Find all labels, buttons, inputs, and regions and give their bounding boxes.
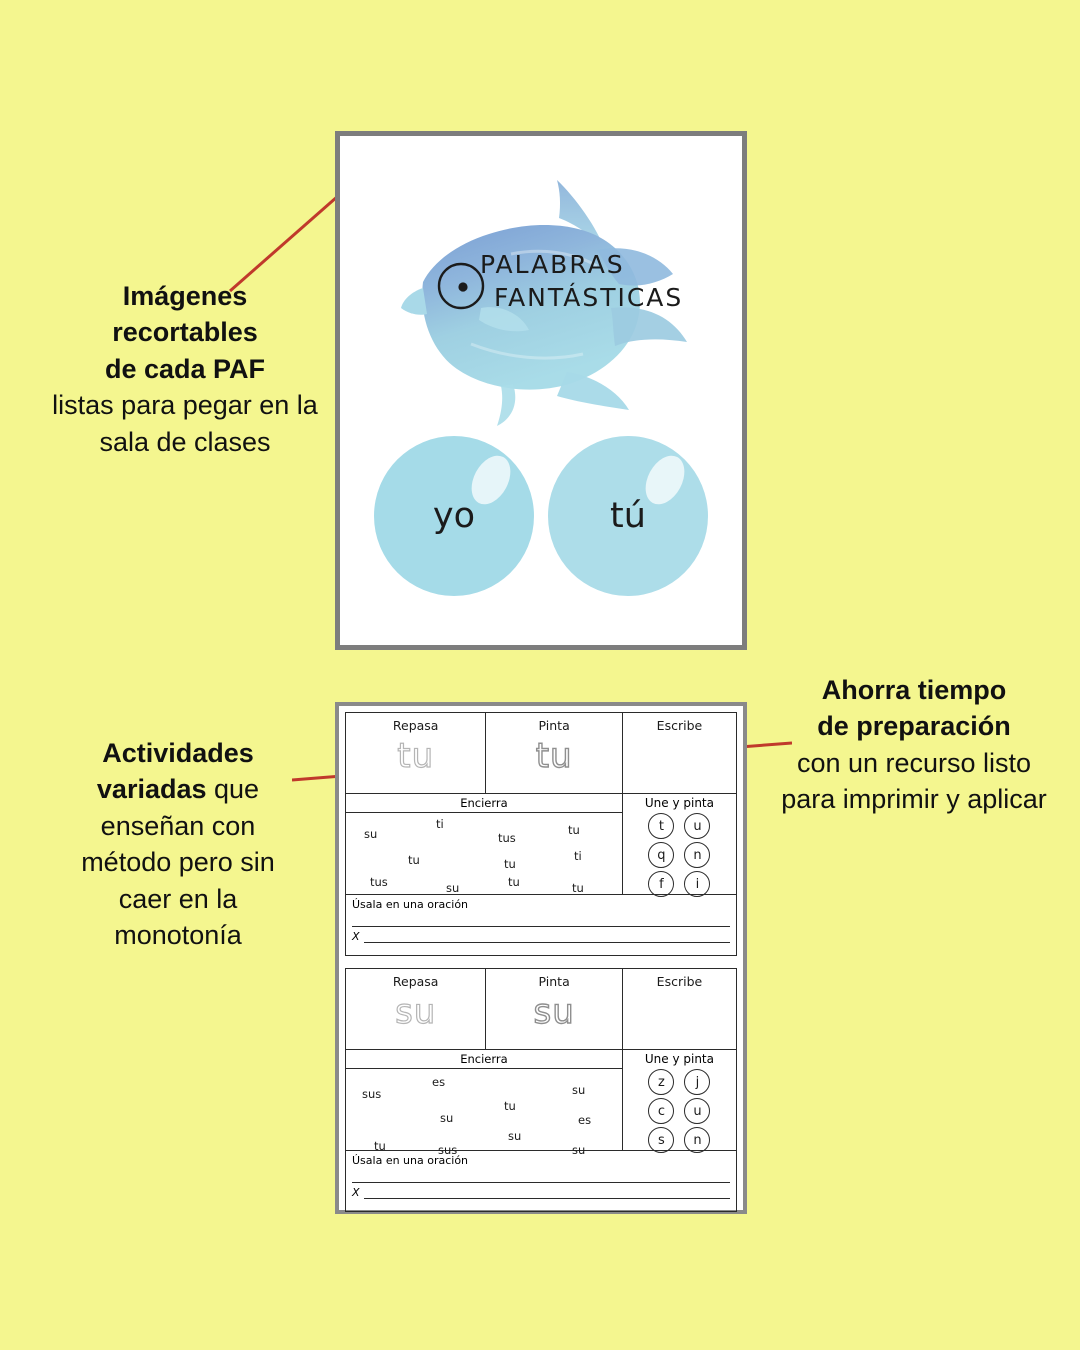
worksheet-row-sentence	[346, 1151, 736, 1211]
letter-circle: i	[684, 871, 710, 897]
worksheet-encierra-label: Encierra	[346, 1050, 622, 1069]
worksheet-writing-line	[352, 1168, 730, 1183]
worksheet-paint-word: tu	[535, 736, 573, 776]
worksheet-heading-repasa: Repasa	[392, 974, 439, 989]
worksheet-trace-word: tu	[397, 736, 435, 776]
annotation-images-bold-3: de cada PAF	[104, 353, 266, 384]
encierra-word: sus	[438, 1143, 458, 1157]
worksheet-card	[335, 702, 747, 1214]
letter-circle: s	[648, 1127, 674, 1153]
worksheet-heading-pinta: Pinta	[538, 718, 570, 733]
poster-title-line1: PALABRAS	[480, 250, 625, 279]
worksheet-une-block	[623, 1050, 736, 1150]
worksheet-encierra-block	[346, 794, 623, 894]
poster-card	[335, 131, 747, 650]
worksheet-encierra-grid	[346, 1069, 622, 1157]
bubble-tu-label: tú	[610, 496, 646, 536]
poster-title-line2: FANTÁSTICAS	[494, 283, 684, 312]
worksheet-paint-word: su	[533, 992, 575, 1032]
letter-circle: f	[648, 871, 674, 897]
letter-circle: t	[648, 813, 674, 839]
worksheet-row-encierra	[346, 794, 736, 895]
worksheet-row-practice	[346, 969, 736, 1050]
encierra-word: tu	[374, 1139, 386, 1153]
annotation-activities-rest: que enseñan con método pero sin caer en la monotonía	[81, 774, 275, 951]
encierra-word: es	[578, 1113, 592, 1127]
worksheet-col-escribe	[623, 969, 736, 1049]
annotation-images	[40, 278, 330, 460]
worksheet-writing-line	[364, 1184, 730, 1199]
letter-circle: q	[648, 842, 674, 868]
worksheet-sheet	[345, 712, 737, 956]
poster-title	[480, 248, 684, 314]
worksheet-une-label: Une y pinta	[644, 1052, 714, 1066]
worksheet-encierra-label: Encierra	[346, 794, 622, 813]
worksheet-une-block	[623, 794, 736, 894]
encierra-word: su	[364, 827, 378, 841]
annotation-images-bold-2: recortables	[112, 317, 258, 348]
annotation-images-bold-1: Imágenes	[122, 281, 248, 311]
worksheet-writing-line	[352, 912, 730, 927]
worksheet-heading-repasa: Repasa	[392, 718, 439, 733]
encierra-word: tus	[498, 831, 516, 845]
worksheet-heading-escribe: Escribe	[656, 974, 703, 989]
annotation-time-rest: con un recurso listo para imprimir y aplicar	[781, 747, 1047, 815]
worksheet-heading-pinta: Pinta	[538, 974, 570, 989]
encierra-word: ti	[436, 817, 444, 831]
annotation-time-bold-2: de preparación	[817, 711, 1011, 742]
worksheet-sentence-marker: X	[352, 1186, 360, 1199]
worksheet-heading-escribe: Escribe	[656, 718, 703, 733]
worksheet-encierra-grid	[346, 813, 622, 894]
encierra-word: tu	[572, 881, 584, 895]
letter-circle: j	[684, 1069, 710, 1095]
letter-circle: n	[684, 1127, 710, 1153]
encierra-word: tus	[370, 875, 388, 889]
worksheet-row-practice	[346, 713, 736, 794]
worksheet-letter-grid	[648, 1069, 710, 1153]
worksheet-row-encierra	[346, 1050, 736, 1157]
bubble-tu	[548, 436, 708, 596]
bubble-yo-label: yo	[432, 496, 476, 536]
bubble-yo	[374, 436, 534, 596]
worksheet-col-escribe	[623, 713, 736, 793]
poster-bubbles	[340, 436, 742, 596]
annotation-images-rest: listas para pegar en la sala de clases	[52, 390, 318, 457]
encierra-word: su	[508, 1129, 522, 1143]
encierra-word: sus	[362, 1087, 382, 1101]
worksheet-une-label: Une y pinta	[644, 796, 714, 810]
encierra-word: su	[572, 1143, 586, 1157]
worksheet-writing-line	[364, 928, 730, 943]
worksheet-encierra-block	[346, 1050, 623, 1157]
encierra-word: tu	[504, 1099, 516, 1113]
letter-circle: z	[648, 1069, 674, 1095]
encierra-word: es	[432, 1075, 446, 1089]
letter-circle: u	[684, 813, 710, 839]
encierra-word: tu	[568, 823, 580, 837]
annotation-activities-bold-1: Actividades	[102, 738, 254, 768]
worksheet-trace-word: su	[395, 992, 437, 1032]
worksheet-col-repasa	[346, 969, 486, 1049]
worksheet-sentence-label: Úsala en una oración	[352, 898, 469, 911]
worksheet-col-pinta	[486, 713, 623, 793]
letter-circle: c	[648, 1098, 674, 1124]
worksheet-row-sentence	[346, 895, 736, 955]
worksheet-sentence-label: Úsala en una oración	[352, 1154, 469, 1167]
encierra-word: su	[440, 1111, 454, 1125]
encierra-word: tu	[408, 853, 420, 867]
annotation-activities-bold-2: variadas	[96, 774, 207, 805]
worksheet-sheet	[345, 968, 737, 1212]
worksheet-sentence-marker: X	[352, 930, 360, 943]
encierra-word: tu	[504, 857, 516, 871]
worksheet-col-pinta	[486, 969, 623, 1049]
annotation-time-saving	[778, 672, 1050, 818]
letter-circle: n	[684, 842, 710, 868]
encierra-word: tu	[508, 875, 520, 889]
worksheet-letter-grid	[648, 813, 710, 897]
encierra-word: ti	[574, 849, 582, 863]
encierra-word: su	[572, 1083, 586, 1097]
annotation-activities	[58, 735, 298, 954]
annotation-time-bold-1: Ahorra tiempo	[821, 675, 1007, 705]
letter-circle: u	[684, 1098, 710, 1124]
worksheet-col-repasa	[346, 713, 486, 793]
encierra-word: su	[446, 881, 460, 895]
